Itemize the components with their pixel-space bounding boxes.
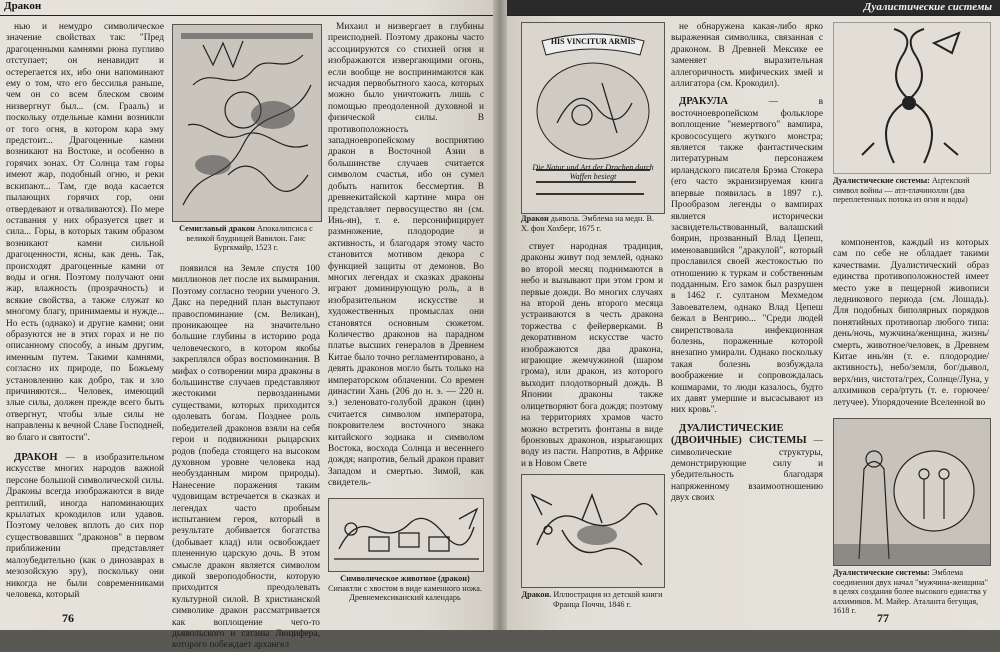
dragon-illustration — [522, 475, 664, 587]
emblem-motto: HIS VINCITUR ARMIS — [550, 37, 636, 46]
left-column-2 — [172, 264, 320, 651]
paragraph: ДУАЛИСТИЧЕСКИЕ (ДВОИЧНЫЕ) СИСТЕМЫ — символические структуры, демонстрирующие силу и убедительность благодаря напряженному взаимоотношению двух своих — [671, 422, 823, 504]
left-page — [0, 0, 493, 651]
figure-seven-headed-dragon — [172, 24, 322, 222]
paragraph: ствует народная традиция, драконы живут под землей, однако во второй месяц поднимаются в небо и вызывают при этом гром и первые дожди. Во многих случаях на второй день второго месяца устраиваются в честь дракона торжества с фейерверками. В декоративном искусстве часто изображаются два дракона, играющие жемчужиной (шаром грома), или дракон, из которого выходит плодотворный дождь. В Японии драконы также олицетворяют бога дождя; поэтому на территориях храмов часто можно встретить фонтаны в виде бронзовых драконов, изрыгающих воду из пасти. Напротив, в Африке и в Новом Свете — [521, 242, 663, 469]
paragraph: не обнаружена какая-либо ярко выраженная символика, связанная с драконом. В Древней Мексике ее заменяет выразительная аллегоричность мифических змей и аллигатора (см. Крокодил). — [671, 22, 823, 90]
left-column-3 — [328, 22, 484, 492]
right-column-3 — [833, 238, 989, 412]
paragraph: ДРАКОН — в изобразительном искусстве многих народов важной персоне большой символической силы. Драконы всегда изображаются в виде рептилий, иногда напоминающих крылатых крокодилов или удавов. Поэтому человек вплоть до сих пор существовавших "драконов" в первом приближении представляет малоубедительно (как о динозаврах в мезозойскую эру), поскольку они никогда не были современниками человека, который — [6, 452, 165, 600]
entry-term-dualistic-systems: ДУАЛИСТИЧЕСКИЕ (ДВОИЧНЫЕ) СИСТЕМЫ — [671, 422, 807, 447]
aztec-glyph-illustration — [329, 499, 483, 571]
paragraph: Михаил и низвергает в глубины преисподней. Поэтому драконы часто ассоциируются со стихией огня и изображаются извергающими огонь, если вообще не воспринимаются как исчадия первобытного хаоса, которых можно было уничтожить лишь с помощью преодоленной духовной и физической силы. В противоположность западноевропейскому восприятию дракон в Восточной Азии в большинстве случаев считается символом счастья, ибо он сумел добыть напиток бессмертия. В древнекитайской картине мира он представляет первосущество ян (см. Инь-ян), т. е. персонифицирует размножение, плодородие и активность, и благодаря этому часто становится мотивом декора с функцией защиты от демонов. Во многих легендах и сказках драконы играют доминирующую роль, а в изобразительном искусстве и художественных промыслах они становятся основным сюжетом. Количество драконов на парадном платье высших генералов в Древнем Китае было точно регламентировано, а девять драконов могло быть только на императорском облачении. Со времен династии Хань (206 до н. э. — 220 н. э.) зеленовато-голубой дракон (цин) считается символом императора, покровителем восточного знака китайского зодиака и символом Востока, восхода Солнца и весеннего дождя; напротив, белый дракон правит Западом и смертью. Зимой, как свидетель- — [328, 22, 484, 489]
paragraph: появился на Земле спустя 100 миллионов лет после их вымирания. Поэтому согласно теории ученого Э. Дакс на передний план выступают правоспоминание (см. Великан), проникающее на значительно большие глубины в историю рода человеческого, в котором якобы закреплялся образ воспоминания. В мифах о сотворении мира драконы в большинстве случаев представляют жестокими первозданными существами, которых приходится одолевать богам. Позднее роль победителей драконов взяли на себя герои и подвижники рыцарских родов (победа стоящего на высоком духовном уровне человека над необузданным миром природы). Нанесение поражения таким чудовищам встречается в сказках и легендах часто пробным испытанием героя, который в результате добивается богатства (добывает клад) или освобождает плененную царскую дочь. В этом смысле дракон является символом дикой звероподобности, которую приходится преодолевать культурной силой. В христианской символике дракон рассматривается как воплощение чего-то дьявольского и сатаны Люцифера, которого побеждает архангел — [172, 264, 320, 651]
left-running-header — [0, 0, 493, 16]
left-column-1 — [6, 22, 164, 602]
figure-caption: Дуалистические системы: Эмблема соединения двух начал "мужчина-женщина" в целях создания более высокого единства у алхимиков. М. Майер. Аталанта бегущая, 1618 г. — [833, 568, 988, 616]
figure-caption: Символическое животное (дракон) Сипактли с хвостом в виде каменного ножа. Древнемексиканский календарь — [328, 574, 482, 603]
emblem-illustration — [522, 23, 664, 213]
engraving-illustration — [173, 25, 321, 221]
entry-term-drakon: ДРАКОН — [14, 452, 58, 464]
right-running-header — [507, 0, 1000, 16]
book-gutter — [493, 0, 507, 630]
figure-pocci-dragon — [521, 474, 665, 588]
emblem-script: Die Natur und Art der Drachen durch Waffen besiegt — [532, 163, 654, 181]
left-page-number: 76 — [62, 611, 74, 625]
right-page-number: 77 — [877, 611, 889, 625]
figure-caption: Дракон дьявола. Эмблема на медн. В. Х. фон Хохберг, 1675 г. — [521, 214, 655, 233]
figure-atl-tlachinolli — [833, 22, 991, 174]
right-column-1 — [521, 242, 663, 472]
figure-caption: Дуалистические системы: Ацтекский символ войны — атл-тлачинолли (два переплетенных потока из огня и воды) — [833, 176, 970, 205]
right-page — [507, 0, 1000, 630]
paragraph: компонентов, каждый из которых сам по себе не обладает такими качествами. Дуалистический образ единства противоположностей имеет место уже в пещерной живописи ледникового периода (см. Лошадь). Для подобных биполярных порядков понятийных противопар любого типа: день/ночь, мужчина/женщина, жизнь/смерть, животное/человек, в Древнем Китае инь/ян (т. е. плодородие/активность), небо/земля, бог/дьявол, верх/низ, чистота/грех, Солнце/Луна, у алхимиков сера/ртуть (т. е. горючее/летучее). Упорядочение Вселенной во — [833, 238, 989, 408]
figure-alchemical-emblem — [833, 418, 991, 566]
right-header-title: Дуалистические системы — [863, 1, 992, 13]
entry-term-drakula: ДРАКУЛА — [679, 96, 729, 108]
alchemy-engraving — [834, 419, 990, 565]
right-column-2 — [671, 22, 823, 618]
left-header-title: Дракон — [4, 0, 42, 12]
figure-cipactli-calendar — [328, 498, 484, 572]
paragraph: ДРАКУЛА — в восточноевропейском фольклоре воплощение "немертвого" вампира, кровососущего жуткого монстра; является также фантастическим литературным персонажем ирландского писателя Брэма Стокера (его часто экранизируемая книга впервые появилась в 1897 г.). Прообразом легенды о вампирах является исторически засвидетельствованный, валашский боярин, прозванный Влад Цепеш, именовавшийся "дракулой", который прославился своей жестокостью по отношению к туркам и собственным подданным. Его замок был разрушен в 1462 г. султаном Мехмедом Завоевателем, однако Влад Цепеш бежал в Венгрию... "Среди людей свирепствовала инфекционная болезнь, пораженные которой внезапно умирали. Однако поскольку такая болезнь возбуждала воображение и сопровождалась кошмарами, то люди казалось, будто их давят умершие и высасывают из них кровь". — [671, 96, 823, 416]
figure-caption: Семиглавый дракон Апокалипсиса с великой блудницей Вавилон. Ганс Бургкмайр, 1523 г. — [179, 224, 313, 253]
figure-caption: Дракон. Иллюстрация из детской книги Франца Поччи, 1846 г. — [521, 590, 663, 609]
aztec-war-symbol — [834, 23, 990, 173]
figure-devil-dragon-emblem — [521, 22, 665, 214]
paragraph: нью и немудро символическое значение свойствах так: "Пред драгоценными камнями рюна пугливо отступает; он ненавидит и остерегается их, ибо они напоминают ему о том, что его бессилья раньше, чем он со всем блеском своим низвергнут был... (см. Грааль) и поскольку отдельные камни возникли от того огня, в котором кара эму предстоит... Драгоценные камни возникают на Востоке, и особенно в горячих зонах. От Солнца там горы имеют жар, подобный огню, и реки вскипают... Там, где вода касается пылающих горячих гор, они отвердевают и отваливаются). По мере оставания у них образуется цвет и сила... Горы, в которых таким образом возникают камни сильной драгоценности, ясны, как день. Так, происходят драгоценные камни от воды и огня. Поэтому получают они жар, влажность (прозрачность) и всякие свойства, а также служат ко многому благу, принимаемы и нужде... Но есть (однако) и другие камни; они образуются не в этих горах и не по описанному способу, а иным другим, именным путем. Такими камнями, согласно их природе, по Божьему установлению как добро, так и зло причиняются... Человек, имеющий злые силы, должен прежде всего быть отвергнут, чтобы злые силы не направлены к вечной Славе Господней, во благо и святости". — [6, 22, 164, 443]
watermark: © ay.by — [966, 617, 996, 627]
